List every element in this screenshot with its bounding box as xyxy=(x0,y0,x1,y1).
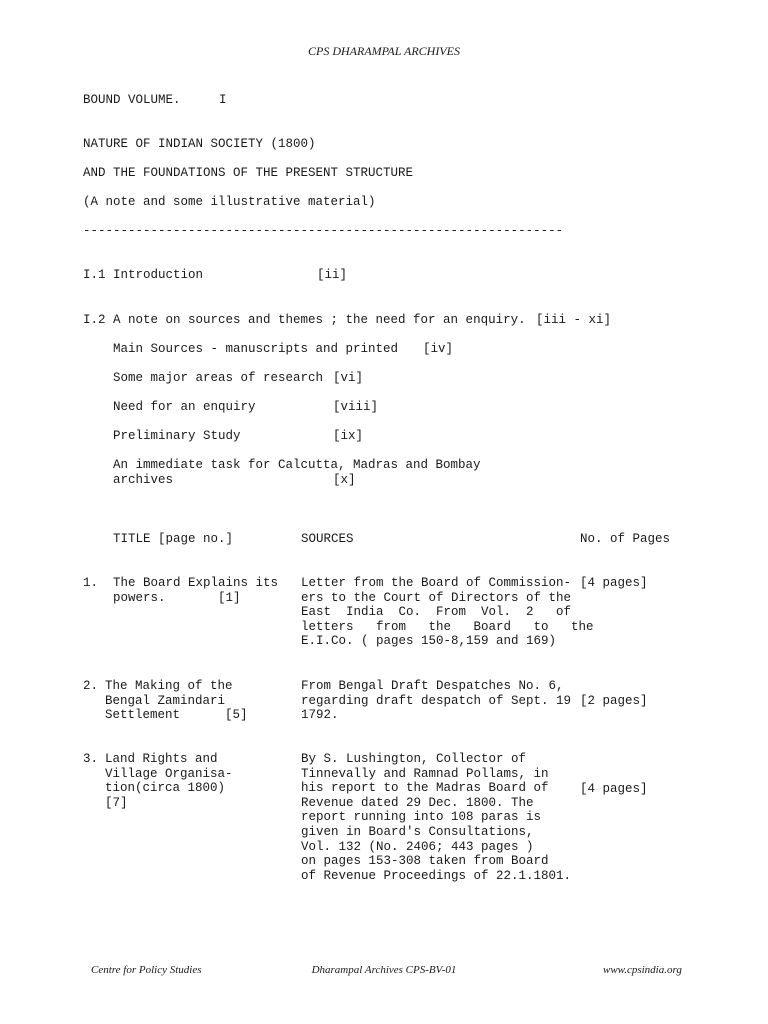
table-header-sources: SOURCES xyxy=(301,532,354,546)
footer-document-id: Dharampal Archives CPS-BV-01 xyxy=(311,964,457,976)
contents-page-note-on-sources: [iii - xi] xyxy=(536,313,612,327)
contents-page-introduction: [ii] xyxy=(317,268,348,282)
table-row-number: 3. xyxy=(83,752,99,766)
table-header-pages: No. of Pages xyxy=(580,532,671,546)
contents-item-note-on-sources: I.2 A note on sources and themes ; the need for an enquiry. xyxy=(83,313,526,327)
title-rule: ---------------------------------------------------------------- xyxy=(83,224,564,238)
volume-label: BOUND VOLUME. xyxy=(83,93,181,107)
contents-item-immediate-task: An immediate task for Calcutta, Madras and Bombay archives xyxy=(113,458,481,487)
contents-item-introduction: I.1 Introduction xyxy=(83,268,204,282)
table-row-title: Land Rights and Village Organisa- tion(circa 1800) [7] xyxy=(105,752,233,810)
table-row-source: From Bengal Draft Despatches No. 6, regarding draft despatch of Sept. 19 1792. xyxy=(301,679,572,723)
table-row-pages: [4 pages] xyxy=(580,782,648,796)
table-row-pages: [4 pages] xyxy=(580,576,648,590)
table-row-source: Letter from the Board of Commission- ers to the Court of Directors of the East India Co. From Vol. 2 of letters from the Board to the E.I.Co. ( pages 150-8,159 and 169) xyxy=(301,576,594,649)
archive-header: CPS DHARAMPAL ARCHIVES xyxy=(308,44,460,58)
title-line-2: AND THE FOUNDATIONS OF THE PRESENT STRUCTURE xyxy=(83,166,414,180)
contents-page-need-for-enquiry: [viii] xyxy=(333,400,379,414)
footer-organization: Centre for Policy Studies xyxy=(91,964,202,976)
footer-website: www.cpsindia.org xyxy=(603,964,682,976)
table-row-pages: [2 pages] xyxy=(580,694,648,708)
table-header-title: TITLE [page no.] xyxy=(113,532,234,546)
contents-page-main-sources: [iv] xyxy=(423,342,454,356)
contents-page-major-areas: [vi] xyxy=(333,371,364,385)
contents-item-major-areas: Some major areas of research xyxy=(113,371,324,385)
title-line-3: (A note and some illustrative material) xyxy=(83,195,376,209)
contents-item-main-sources: Main Sources - manuscripts and printed xyxy=(113,342,399,356)
table-row-number: 1. xyxy=(83,576,99,590)
volume-number: I xyxy=(219,93,227,107)
title-line-1: NATURE OF INDIAN SOCIETY (1800) xyxy=(83,137,316,151)
table-row-number: 2. xyxy=(83,679,99,693)
table-row-title: The Making of the Bengal Zamindari Settlement [5] xyxy=(105,679,248,723)
contents-item-preliminary-study: Preliminary Study xyxy=(113,429,241,443)
table-row-title: The Board Explains its powers. [1] xyxy=(113,576,279,605)
contents-page-preliminary-study: [ix] xyxy=(333,429,364,443)
contents-page-immediate-task: [x] xyxy=(333,473,356,487)
table-row-source: By S. Lushington, Collector of Tinnevally and Ramnad Pollams, in his report to the Madras Board of Revenue dated 29 Dec. 1800. The report running into 108 paras is given in Board's Consultations, Vol. 132 (No. 2406; 443 pages ) on pages 153-308 taken from Board of Revenue Proceedings of 22.1.1801. xyxy=(301,752,572,883)
contents-item-need-for-enquiry: Need for an enquiry xyxy=(113,400,256,414)
